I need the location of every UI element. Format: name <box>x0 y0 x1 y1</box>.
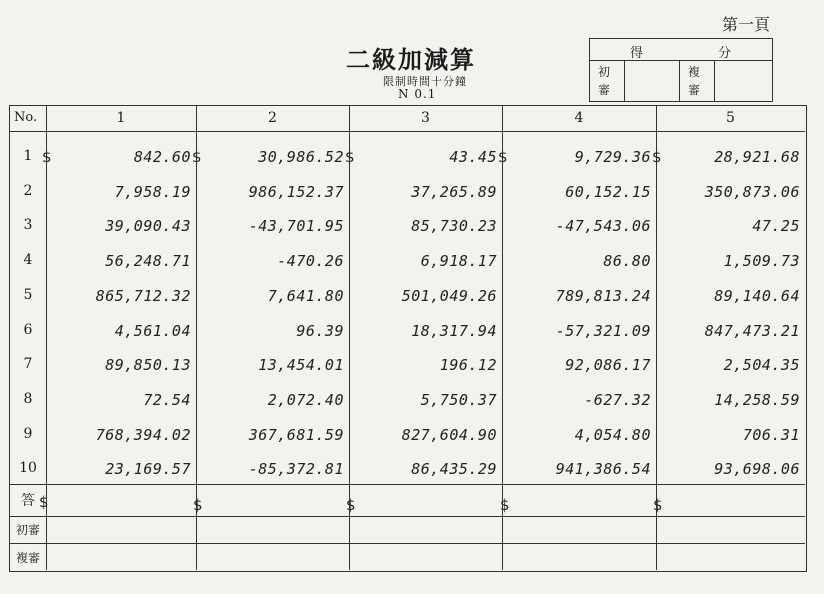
first-check-label: 初審 <box>598 65 611 97</box>
table-cell: 768,394.02 <box>95 425 191 444</box>
answer-currency-1: $ <box>39 493 49 511</box>
no-column-header: No. <box>14 110 38 125</box>
page-number: 第一頁 <box>722 15 771 34</box>
first-check-field[interactable] <box>625 61 680 101</box>
table-cell: 89,140.64 <box>714 286 800 305</box>
table-cell: 92,086.17 <box>565 356 651 375</box>
row-number: 1 <box>23 148 33 164</box>
form-number: N 0.1 <box>398 87 437 101</box>
table-cell: 28,921.68 <box>714 148 800 166</box>
table-cell: 86,435.29 <box>411 460 497 479</box>
second-check-divider <box>10 543 805 544</box>
first-check-row-label: 初審 <box>15 523 40 537</box>
currency-symbol: $ <box>652 148 662 166</box>
table-cell: 60,152.15 <box>565 182 651 201</box>
row-number: 3 <box>23 217 33 234</box>
currency-symbol: $ <box>192 148 202 166</box>
table-cell: 89,850.13 <box>105 356 191 375</box>
column-header-3: 3 <box>421 110 430 126</box>
table-cell: 1,509.73 <box>723 252 800 271</box>
table-cell: -57,321.09 <box>555 321 651 340</box>
table-cell: 14,258.59 <box>714 390 800 409</box>
table-cell: 789,813.24 <box>555 286 651 305</box>
table-cell: 37,265.89 <box>411 182 497 201</box>
table-cell: 350,873.06 <box>704 182 800 201</box>
table-cell: 30,986.52 <box>258 148 344 166</box>
table-cell: 13,454.01 <box>258 356 344 375</box>
column-header-1: 1 <box>116 110 126 126</box>
table-cell: 23,169.57 <box>105 460 191 479</box>
table-cell: 847,473.21 <box>704 321 800 340</box>
table-cell: 4,561.04 <box>114 321 191 340</box>
table-cell: 827,604.90 <box>401 425 497 444</box>
answer-field-4[interactable] <box>512 486 652 514</box>
table-cell: 96.39 <box>296 321 344 340</box>
table-cell: 706.31 <box>742 425 800 444</box>
table-cell: -47,543.06 <box>555 217 651 236</box>
row-number: 10 <box>19 460 37 477</box>
table-cell: 2,504.35 <box>723 356 800 375</box>
table-cell: 941,386.54 <box>555 460 651 479</box>
table-cell: 367,681.59 <box>248 425 344 444</box>
score-header-right: 分 <box>718 46 732 61</box>
answer-field-5[interactable] <box>666 486 802 514</box>
score-box <box>589 38 773 102</box>
header-divider <box>10 131 805 132</box>
answer-currency-2: $ <box>193 496 203 514</box>
column-header-2: 2 <box>268 110 277 126</box>
table-cell: 986,152.37 <box>248 182 344 201</box>
first-check-label-cell <box>590 61 625 101</box>
row-number: 7 <box>23 356 33 373</box>
worksheet-title: 二級加減算 <box>346 45 476 74</box>
table-cell: 86.80 <box>603 252 651 271</box>
table-cell: -85,372.81 <box>248 460 344 479</box>
table-cell: 2,072.40 <box>267 390 344 409</box>
table-cell: 7,641.80 <box>267 286 344 305</box>
table-cell: 7,958.19 <box>114 182 191 201</box>
column-header-4: 4 <box>574 110 584 126</box>
second-check-label: 複審 <box>688 65 701 97</box>
table-cell: 85,730.23 <box>411 217 497 236</box>
table-cell: 93,698.06 <box>714 460 800 479</box>
answer-label: 答 <box>21 493 35 509</box>
row-number: 2 <box>23 182 33 199</box>
table-cell: 9,729.36 <box>574 148 651 166</box>
answer-currency-4: $ <box>500 496 510 514</box>
table-cell: -43,701.95 <box>248 217 344 236</box>
column-header-5: 5 <box>726 110 735 126</box>
table-cell: 18,317.94 <box>411 321 497 340</box>
currency-symbol: $ <box>42 148 52 166</box>
second-check-row-label: 複審 <box>15 551 40 565</box>
row-number: 5 <box>23 286 33 303</box>
table-cell: 842.60 <box>133 148 191 166</box>
answer-currency-5: $ <box>653 496 663 514</box>
second-check-label-cell <box>680 61 715 101</box>
row-number: 4 <box>23 252 33 269</box>
row-number: 6 <box>23 321 33 338</box>
table-cell: 865,712.32 <box>95 286 191 305</box>
answer-field-1[interactable] <box>52 486 192 514</box>
first-check-divider <box>10 516 805 517</box>
table-cell: 39,090.43 <box>105 217 191 236</box>
answer-currency-3: $ <box>346 496 356 514</box>
score-header <box>590 39 772 61</box>
table-cell: 47.25 <box>752 217 800 236</box>
second-check-field[interactable] <box>715 61 772 101</box>
time-limit-subtitle: 限制時間十分鐘 <box>383 75 467 88</box>
table-cell: -470.26 <box>277 252 344 271</box>
currency-symbol: $ <box>498 148 508 166</box>
table-cell: 5,750.37 <box>420 390 497 409</box>
answer-field-3[interactable] <box>359 486 499 514</box>
table-cell: 56,248.71 <box>105 252 191 271</box>
table-cell: 43.45 <box>449 148 497 166</box>
table-cell: 196.12 <box>439 356 497 375</box>
calculation-grid <box>9 105 807 572</box>
answer-field-2[interactable] <box>206 486 346 514</box>
table-cell: 72.54 <box>143 390 191 409</box>
row-number: 9 <box>23 425 33 442</box>
table-cell: 6,918.17 <box>420 252 497 271</box>
currency-symbol: $ <box>345 148 355 166</box>
score-header-left: 得 <box>630 46 644 61</box>
table-cell: 501,049.26 <box>401 286 497 305</box>
table-cell: -627.32 <box>584 390 651 409</box>
table-cell: 4,054.80 <box>574 425 651 444</box>
answer-divider <box>10 484 805 485</box>
row-number: 8 <box>23 390 33 407</box>
